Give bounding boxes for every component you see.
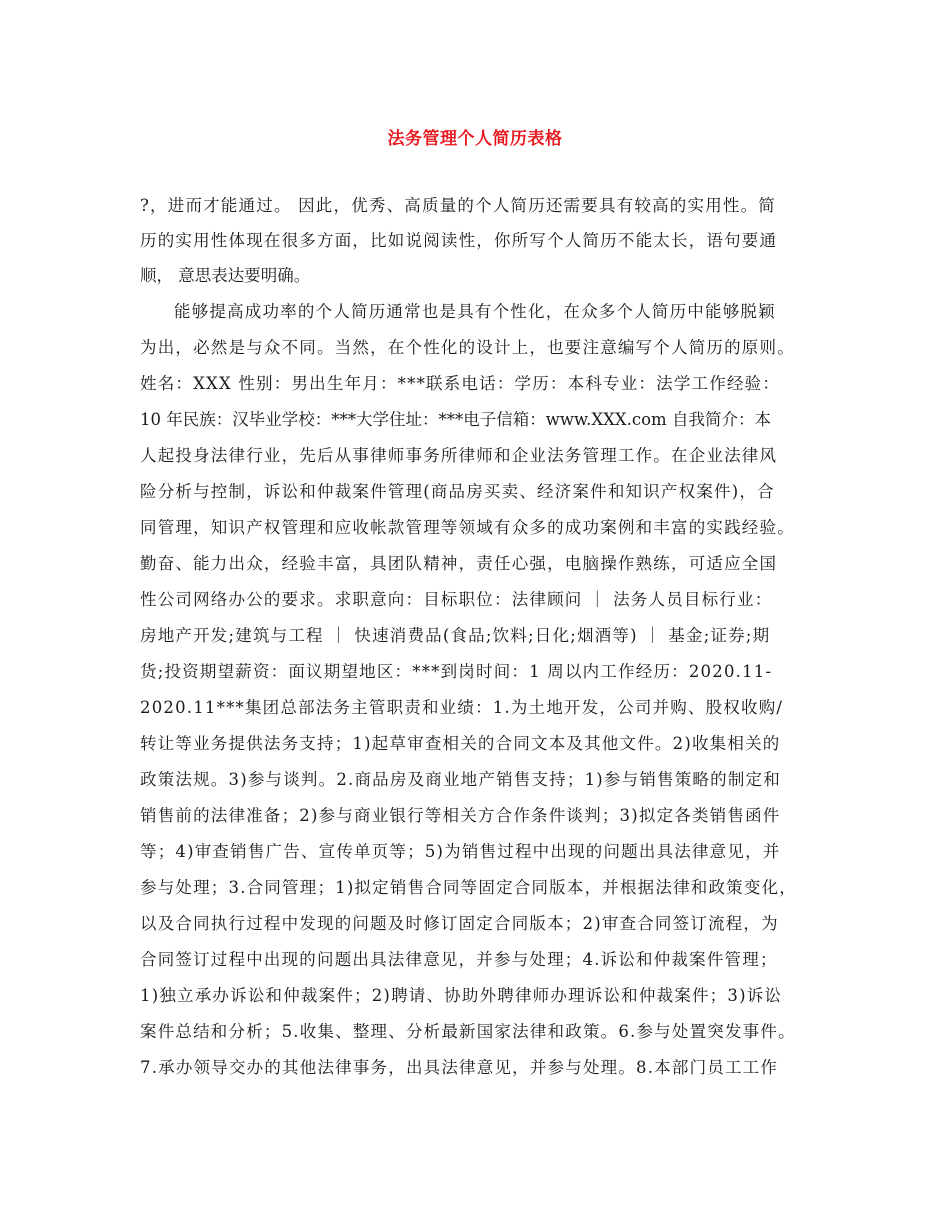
paragraph-line: 转让等业务提供法务支持；1)起草审查相关的合同文本及其他文件。2)收集相关的 bbox=[140, 734, 781, 753]
paragraph-line: 销售前的法律准备；2)参与商业银行等相关方合作条件谈判；3)拟定各类销售函件 bbox=[140, 806, 781, 825]
paragraph-line: 合同签订过程中出现的问题出具法律意见，并参与处理；4.诉讼和仲裁案件管理； bbox=[140, 950, 778, 969]
paragraph-line: 同管理，知识产权管理和应收帐款管理等领域有众多的成功案例和丰富的实践经验。 bbox=[140, 518, 795, 537]
paragraph-line: 勤奋、能力出众，经验丰富，具团队精神，责任心强，电脑操作熟练，可适应全国 bbox=[140, 554, 778, 573]
paragraph-line: 以及合同执行过程中发现的问题及时修订固定合同版本；2)审查合同签订流程，为 bbox=[140, 914, 779, 933]
paragraph-line: 姓名：XXX 性别：男出生年月：***联系电话：学历：本科专业：法学工作经验： bbox=[140, 374, 781, 393]
paragraph-line: 参与处理；3.合同管理；1)拟定销售合同等固定合同版本，并根据法律和政策变化， bbox=[140, 878, 797, 897]
paragraph-line: 能够提高成功率的个人简历通常也是具有个性化，在众多个人简历中能够脱颖 bbox=[174, 302, 776, 321]
paragraph-line: 7.承办领导交办的其他法律事务，出具法律意见，并参与处理。8.本部门员工工作 bbox=[140, 1058, 779, 1077]
document-title: 法务管理个人简历表格 bbox=[387, 129, 563, 149]
paragraph-line: 货;投资期望薪资：面议期望地区：***到岗时间：1 周以内工作经历：2020.11- bbox=[140, 662, 773, 681]
paragraph-line: 房地产开发;建筑与工程 ｜ 快速消费品(食品;饮料;日化;烟酒等) ｜ 基金;证券;期 bbox=[140, 626, 771, 645]
paragraph-line: 险分析与控制，诉讼和仲裁案件管理(商品房买卖、经济案件和知识产权案件)，合 bbox=[140, 482, 775, 501]
paragraph-line: 人起投身法律行业，先后从事律师事务所律师和企业法务管理工作。在企业法律风 bbox=[140, 446, 778, 465]
paragraph-line: ?，进而才能通过。 因此，优秀、高质量的个人简历还需要具有较高的实用性。简 bbox=[140, 196, 776, 215]
paragraph-line: 案件总结和分析；5.收集、整理、分析最新国家法律和政策。6.参与处置突发事件。 bbox=[140, 1022, 796, 1041]
paragraph-line: 顺， 意思表达要明确。 bbox=[140, 266, 311, 285]
paragraph-line: 1)独立承办诉讼和仲裁案件；2)聘请、协助外聘律师办理诉讼和仲裁案件；3)诉讼 bbox=[140, 986, 783, 1005]
paragraph-line: 历的实用性体现在很多方面，比如说阅读性，你所写个人简历不能太长，语句要通 bbox=[140, 231, 778, 250]
paragraph-line: 2020.11***集团总部法务主管职责和业绩：1.为土地开发，公司并购、股权收购/ bbox=[140, 698, 784, 717]
paragraph-line: 10 年民族：汉毕业学校：***大学住址：***电子信箱：www.XXX.com 自我简介：本 bbox=[140, 410, 771, 429]
paragraph-line: 等；4)审查销售广告、宣传单页等；5)为销售过程中出现的问题出具法律意见，并 bbox=[140, 842, 781, 861]
paragraph-line: 为出，必然是与众不同。当然，在个性化的设计上，也要注意编写个人简历的原则。 bbox=[140, 338, 795, 357]
paragraph-line: 政策法规。3)参与谈判。2.商品房及商业地产销售支持；1)参与销售策略的制定和 bbox=[140, 770, 781, 789]
paragraph-line: 性公司网络办公的要求。求职意向：目标职位：法律顾问 ｜ 法务人员目标行业： bbox=[140, 590, 773, 609]
